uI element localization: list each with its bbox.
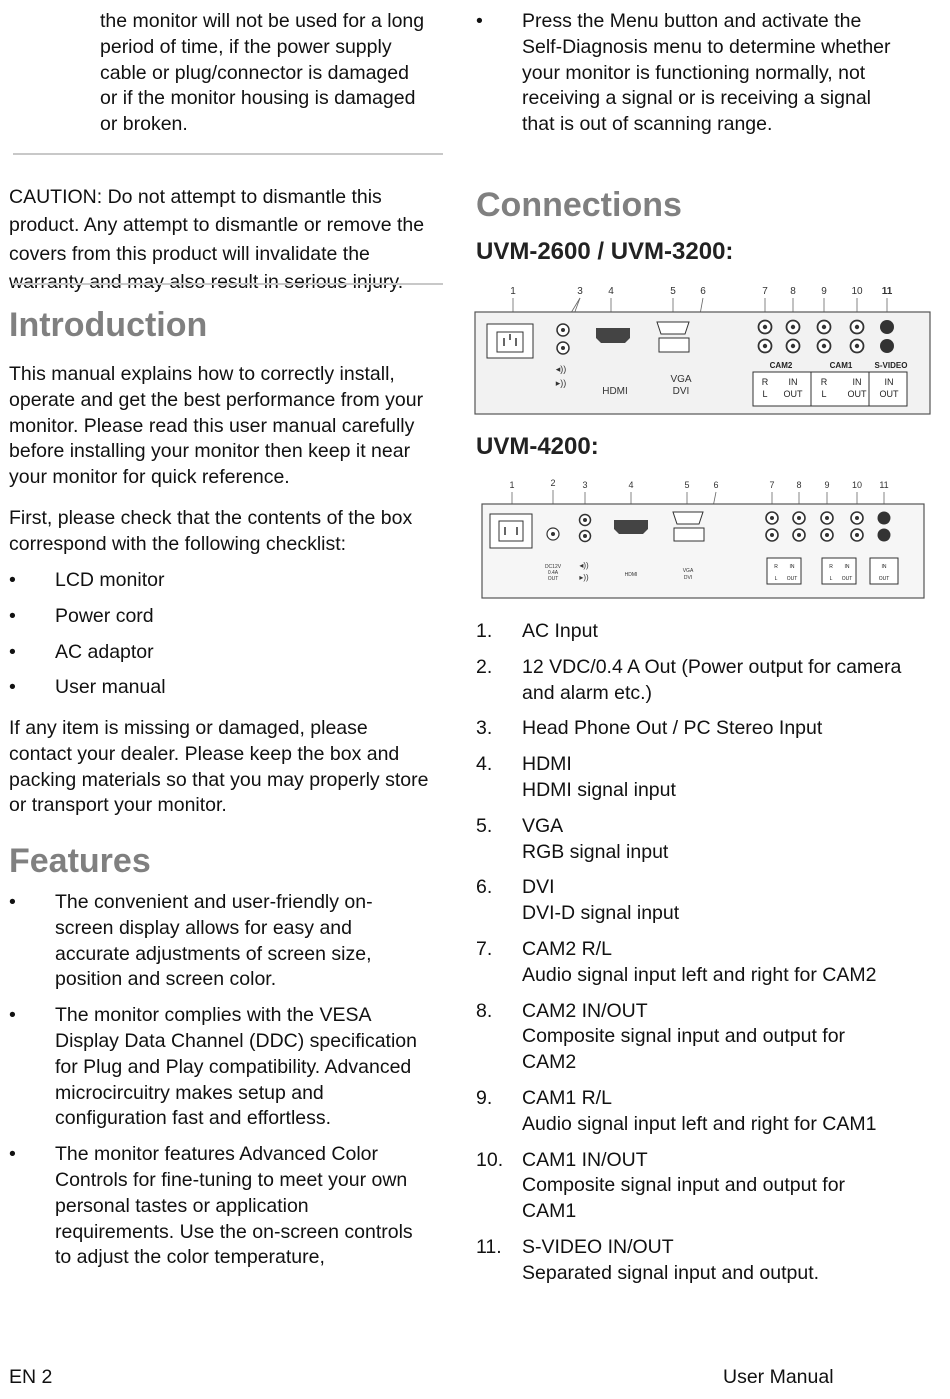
svg-text:L: L	[762, 389, 768, 399]
svg-text:HDMI: HDMI	[624, 572, 638, 578]
callout-number: 1	[509, 480, 515, 490]
svg-text:HDMI: HDMI	[602, 386, 628, 397]
list-item: 8. CAM2 IN/OUT Composite signal input and output for CAM2	[476, 999, 846, 1074]
ac-input-port	[487, 324, 533, 358]
page-number: EN 2	[9, 1366, 53, 1388]
vga-port	[657, 322, 689, 334]
introduction-paragraph-2: First, please check that the contents of the box correspond with the following checklist:	[9, 507, 413, 555]
caution-text: Do not attempt to dismantle this product. Any attempt to dismantle or remove the covers from this product will invalidate the warranty and may also result in serious injury.	[9, 185, 425, 293]
checklist	[9, 568, 429, 701]
ac-input-port	[490, 514, 532, 548]
divider	[13, 153, 443, 155]
list-item: • The convenient and user-friendly on-screen display allows for easy and accurate adjustments of screen size, position and screen color.	[9, 891, 373, 991]
callout-number: 9	[824, 480, 830, 490]
svg-text:IN: IN	[788, 377, 798, 387]
callout-number: 6	[713, 480, 719, 490]
callout-number: 1	[510, 286, 516, 297]
svg-text:OUT: OUT	[786, 576, 798, 582]
introduction-paragraph-3: If any item is missing or damaged, please contact your dealer. Please keep the box and packing materials so that you may properly store or transport your monitor.	[9, 717, 429, 817]
callout-number: 7	[762, 286, 768, 297]
connections-heading: Connections	[476, 186, 682, 224]
rear-panel-uvm4200	[480, 476, 928, 602]
diagnosis-bullet	[476, 9, 891, 138]
callout-number: 11	[881, 286, 893, 297]
list-item: 5. VGA RGB signal input	[476, 814, 669, 863]
svg-text:◂)): ◂))	[555, 364, 567, 374]
svg-text:OUT: OUT	[547, 576, 559, 582]
caution-label: CAUTION:	[9, 185, 103, 208]
svg-text:DVI: DVI	[672, 386, 690, 397]
introduction-paragraph-1: This manual explains how to correctly install, operate and get the best performance from your monitor. Please read this user manual carefully before installing your monitor then keep it near your monitor for quick reference.	[9, 363, 424, 489]
svg-text:R: R	[820, 377, 828, 387]
list-item: • The monitor complies with the VESA Display Data Channel (DDC) specification for Plug and Play compatibility. Advanced microcircuitry makes setup and configuration fast and effortless.	[9, 1004, 417, 1130]
svg-text:IN: IN	[789, 564, 795, 570]
list-item: 1. AC Input	[476, 620, 598, 642]
list-item: • AC adaptor	[9, 640, 154, 663]
callout-number: 5	[670, 286, 676, 297]
svg-text:▸)): ▸))	[555, 378, 567, 388]
rear-panel-uvm2600-3200	[473, 282, 933, 417]
svg-text:DC12V: DC12V	[544, 564, 562, 570]
divider	[13, 283, 443, 285]
features-heading: Features	[9, 842, 151, 880]
callout-number: 10	[851, 480, 863, 490]
features-list	[9, 890, 431, 1271]
svg-text:▸)): ▸))	[579, 573, 589, 582]
list-item: • Power cord	[9, 604, 154, 627]
callout-number: 8	[796, 480, 802, 490]
list-item: 7. CAM2 R/L Audio signal input left and right for CAM2	[476, 937, 877, 986]
model-heading-uvm2600-3200: UVM-2600 / UVM-3200:	[476, 238, 734, 265]
svg-text:IN: IN	[844, 564, 850, 570]
svg-text:R: R	[761, 377, 769, 387]
list-item: • LCD monitor	[9, 569, 165, 591]
svg-text:S-VIDEO: S-VIDEO	[874, 361, 908, 370]
callout-number: 2	[550, 478, 556, 488]
callout-number: 7	[769, 480, 775, 490]
callout-number: 4	[628, 480, 634, 490]
svg-text:IN: IN	[852, 377, 862, 387]
svg-text:L: L	[829, 576, 833, 582]
list-item: 9. CAM1 R/L Audio signal input left and right for CAM1	[476, 1086, 877, 1135]
callout-number: 10	[851, 286, 863, 297]
list-item: 11. S-VIDEO IN/OUT Separated signal input and output.	[476, 1235, 820, 1284]
svg-text:OUT: OUT	[847, 389, 867, 399]
callout-number: 11	[879, 480, 889, 490]
svg-text:0.4A: 0.4A	[547, 570, 559, 576]
list-item: 2. 12 VDC/0.4 A Out (Power output for camera and alarm etc.)	[476, 655, 902, 704]
svg-text:OUT: OUT	[841, 576, 853, 582]
vga-port	[673, 512, 703, 524]
callout-number: 4	[608, 286, 614, 297]
callout-number: 8	[790, 286, 796, 297]
list-item: 6. DVI DVI-D signal input	[476, 876, 680, 925]
dvi-port	[674, 528, 704, 541]
svg-text:L: L	[821, 389, 827, 399]
list-item: • User manual	[9, 676, 166, 699]
list-item: 3. Head Phone Out / PC Stereo Input	[476, 717, 823, 740]
svg-text:CAM2: CAM2	[769, 361, 793, 370]
dvi-port	[659, 338, 689, 352]
callout-number: 6	[700, 286, 706, 297]
model-heading-uvm4200: UVM-4200:	[476, 433, 599, 460]
svg-text:L: L	[774, 576, 778, 582]
connections-list	[476, 619, 916, 1287]
caution-paragraph	[9, 183, 435, 297]
svg-text:VGA: VGA	[670, 374, 692, 385]
callout-number: 3	[582, 480, 588, 490]
document-title: User Manual	[723, 1366, 834, 1388]
svg-text:OUT: OUT	[879, 389, 899, 399]
introduction-heading: Introduction	[9, 306, 208, 344]
svg-text:CAM1: CAM1	[829, 361, 853, 370]
svg-text:IN: IN	[881, 564, 887, 570]
svg-text:R: R	[829, 564, 833, 570]
callout-number: 5	[684, 480, 690, 490]
list-item: • The monitor features Advanced Color Controls for fine-tuning to meet your own personal tastes or application requirements. Use the on-screen controls to adjust the color temperature,	[9, 1143, 413, 1269]
intro-continuation-text: the monitor will not be used for a long period of time, if the power supply cable or plug/connector is damaged or if the monitor housing is damaged or broken.	[100, 10, 425, 136]
callout-number: 3	[577, 286, 583, 297]
hdmi-port	[614, 520, 648, 534]
list-item: • Press the Menu button and activate the Self-Diagnosis menu to determine whether your monitor is functioning normally, not receiving a signal or is receiving a signal that is out of scanning range.	[476, 10, 891, 136]
svg-text:VGA: VGA	[682, 568, 694, 574]
list-item: 10. CAM1 IN/OUT Composite signal input and output for CAM1	[476, 1148, 846, 1223]
svg-text:R: R	[774, 564, 778, 570]
svg-text:OUT: OUT	[878, 576, 890, 582]
svg-text:IN: IN	[884, 377, 894, 387]
svg-text:OUT: OUT	[783, 389, 803, 399]
list-item: 4. HDMI HDMI signal input	[476, 753, 676, 801]
hdmi-port	[596, 328, 630, 343]
callout-number: 9	[821, 286, 827, 297]
svg-text:DVI: DVI	[683, 575, 693, 581]
svg-text:◂)): ◂))	[579, 561, 589, 570]
